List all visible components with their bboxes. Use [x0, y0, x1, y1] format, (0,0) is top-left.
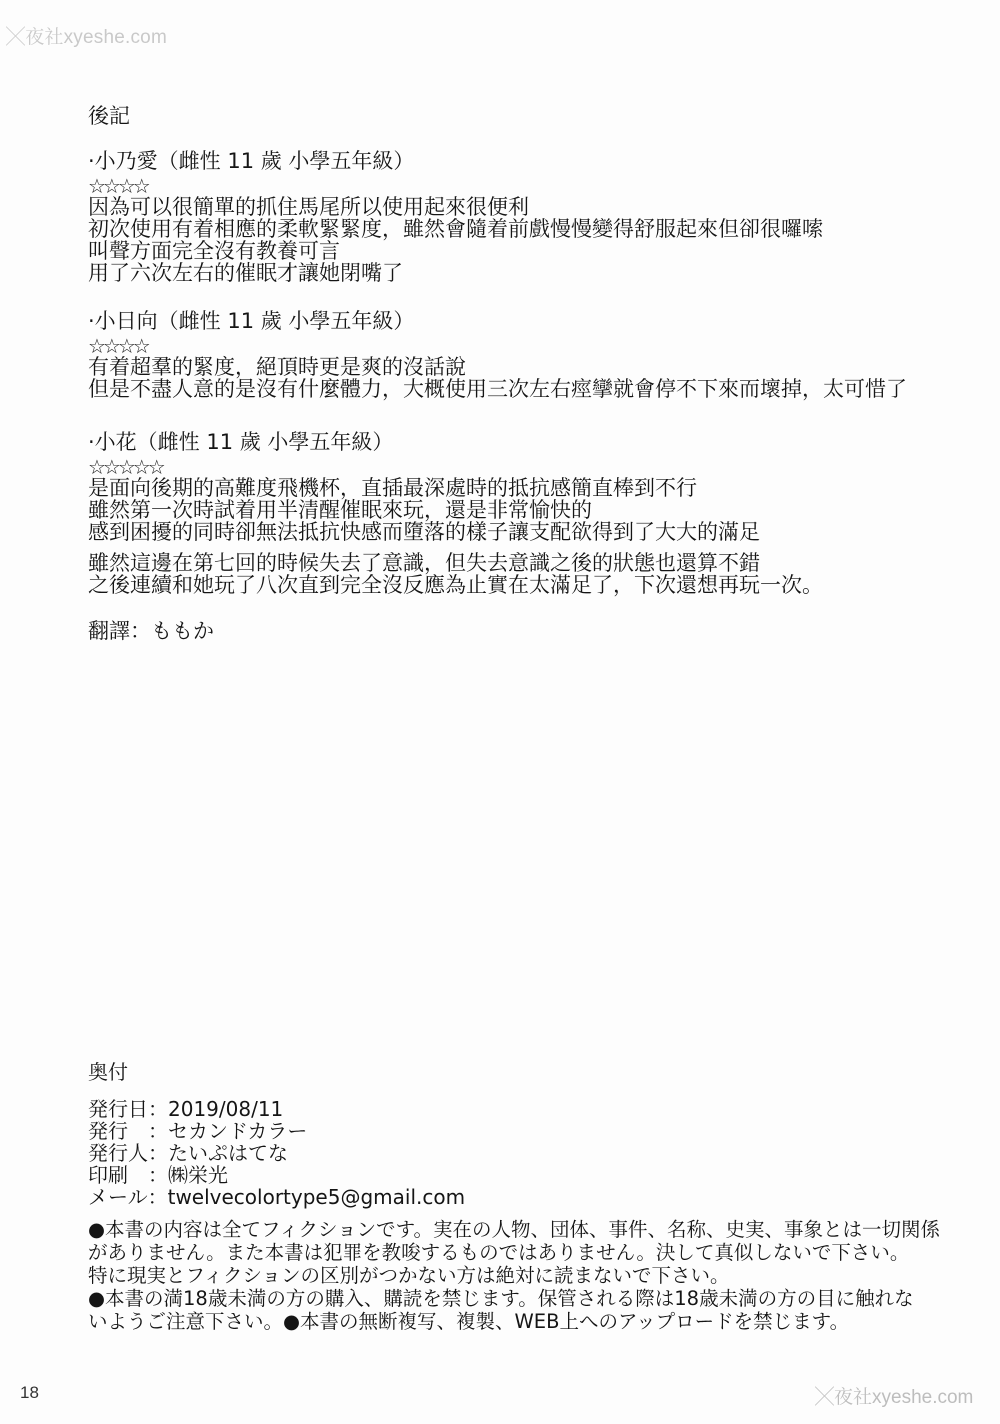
closing-paragraph: [88, 552, 823, 596]
notice-line: いようご注意下さい。●本書の無断複写、複製、WEB上へのアップロードを禁じます。: [88, 1310, 850, 1333]
colophon-publisher: 発行 ：セカンドカラー: [88, 1119, 308, 1143]
colophon-date: 発行日：2019/08/11: [88, 1097, 284, 1121]
review-entry-2: [88, 305, 907, 400]
notice-line: 特に現実とフィクションの区別がつかない方は絶対に読まないで下さい。: [88, 1264, 730, 1287]
colophon-email: メール：twelvecolortype5@gmail.com: [88, 1185, 466, 1209]
closing-line: 雖然這邊在第七回的時候失去了意識，但失去意識之後的狀態也還算不錯: [88, 551, 760, 575]
page-number: 18: [20, 1383, 39, 1402]
review-line: 因為可以很簡單的抓住馬尾所以使用起來很便利: [88, 195, 529, 219]
review-line: 感到困擾的同時卻無法抵抗快感而墮落的樣子讓支配欲得到了大大的滿足: [88, 520, 760, 544]
colophon-issuer: 発行人：たいぷはてな: [88, 1141, 288, 1165]
review-heading: ·小日向（雌性 11 歲 小學五年級）: [88, 309, 415, 333]
review-entry-3: [88, 426, 760, 543]
star-rating: ☆☆☆☆☆: [88, 455, 163, 479]
notice-line: がありません。また本書は犯罪を教唆するものではありません。決して真似しないで下さい。: [88, 1241, 910, 1264]
watermark-top: ╳夜社xyeshe.com: [6, 27, 167, 48]
translator-credit: [88, 620, 214, 642]
review-line: 用了六次左右的催眠才讓她閉嘴了: [88, 261, 403, 285]
colophon-printer: 印刷 ：㈱栄光: [88, 1163, 228, 1187]
review-line: 叫聲方面完全沒有教養可言: [88, 239, 340, 263]
notice-line: ●本書の満18歳未満の方の購入、購読を禁じます。保管される際は18歳未満の方の目に触れな: [88, 1287, 914, 1310]
review-line: 雖然第一次時試着用半清醒催眠來玩，還是非常愉快的: [88, 498, 592, 522]
review-line: 初次使用有着相應的柔軟緊緊度，雖然會隨着前戲慢慢變得舒服起來但卻很囉嗦: [88, 217, 823, 241]
review-line: 有着超羣的緊度，絕頂時更是爽的沒話說: [88, 355, 466, 379]
review-line: 但是不盡人意的是沒有什麼體力，大概使用三次左右痙攣就會停不下來而壞掉，太可惜了: [88, 377, 907, 401]
watermark-bottom: ╳夜社xyeshe.com: [815, 1387, 974, 1408]
review-heading: ·小花（雌性 11 歲 小學五年級）: [88, 430, 394, 454]
star-rating: ☆☆☆☆: [88, 174, 148, 198]
afterword-title-text: 後記: [88, 104, 130, 128]
review-line: 是面向後期的高難度飛機杯，直插最深處時的抵抗感簡直棒到不行: [88, 476, 697, 500]
colophon-details: [88, 1098, 465, 1208]
review-heading: ·小乃愛（雌性 11 歲 小學五年級）: [88, 149, 415, 173]
translator-text: 翻譯：ももか: [88, 619, 214, 643]
star-rating: ☆☆☆☆: [88, 334, 148, 358]
review-entry-1: [88, 145, 823, 284]
colophon-title: 奥付: [88, 1060, 128, 1084]
notice-line: ●本書の内容は全てフィクションです。実在の人物、団体、事件、名称、史実、事象とは一切関係: [88, 1218, 941, 1241]
closing-line: 之後連續和她玩了八次直到完全沒反應為止實在太滿足了，下次還想再玩一次。: [88, 573, 823, 597]
afterword-title: [88, 100, 130, 130]
legal-notice: [88, 1218, 940, 1333]
